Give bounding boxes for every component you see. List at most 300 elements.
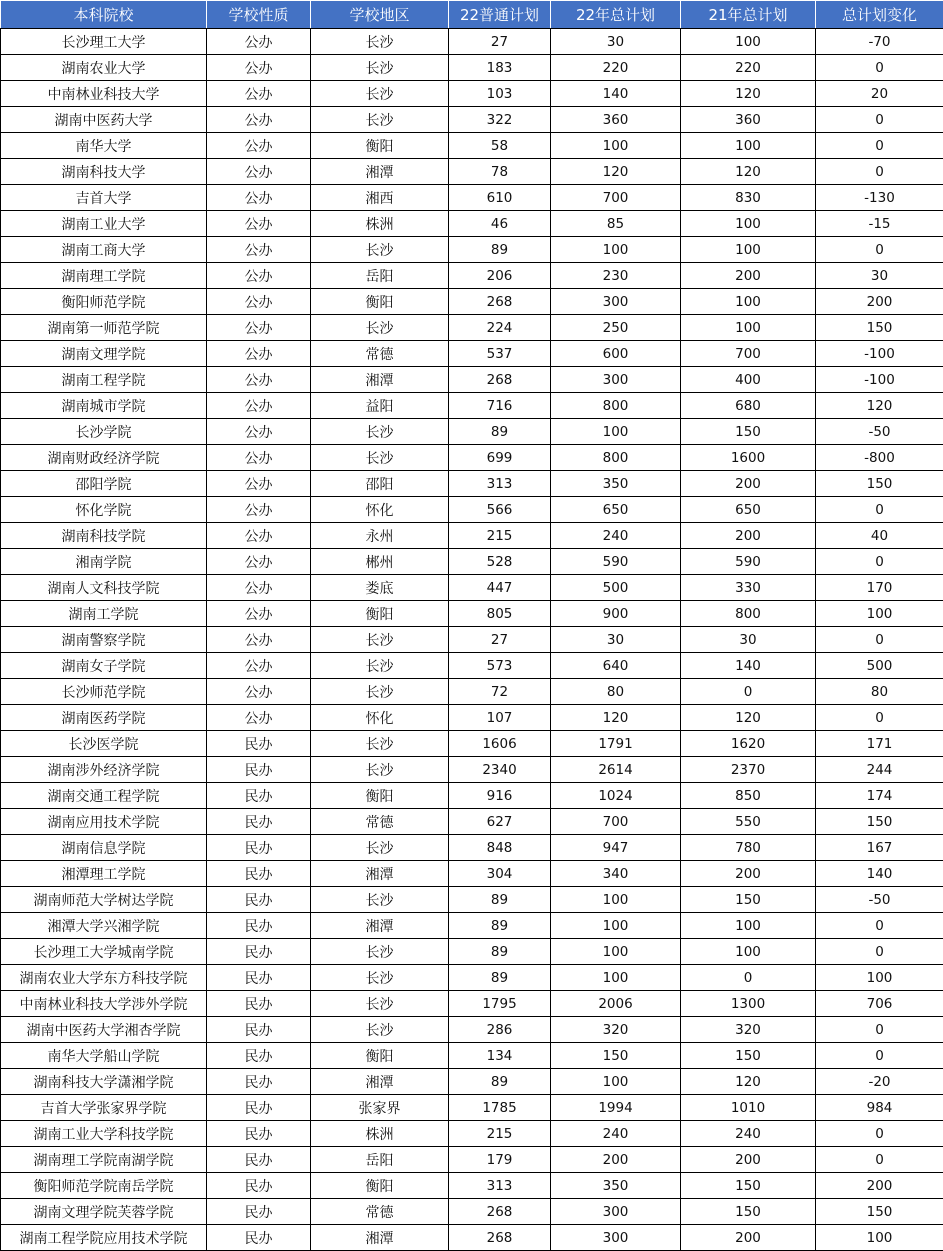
regular-plan-22-cell: 313 — [449, 471, 551, 497]
plan-change-cell: 0 — [816, 939, 943, 965]
table-row — [1, 185, 943, 211]
university-cell: 衡阳师范学院南岳学院 — [1, 1173, 207, 1199]
table-row — [1, 809, 943, 835]
school-type-cell: 公办 — [207, 601, 311, 627]
plan-change-cell: 30 — [816, 263, 943, 289]
total-plan-21-cell: 1300 — [681, 991, 816, 1017]
total-plan-21-cell: 650 — [681, 497, 816, 523]
table-row — [1, 159, 943, 185]
plan-change-cell: 174 — [816, 783, 943, 809]
plan-change-cell: 0 — [816, 1017, 943, 1043]
school-type-cell: 公办 — [207, 29, 311, 55]
school-type-cell: 民办 — [207, 1199, 311, 1225]
region-cell: 长沙 — [311, 627, 449, 653]
plan-change-cell: 100 — [816, 965, 943, 991]
total-plan-22-cell: 700 — [551, 809, 681, 835]
table-row — [1, 731, 943, 757]
plan-change-cell: 0 — [816, 1121, 943, 1147]
university-cell: 湘潭理工学院 — [1, 861, 207, 887]
university-cell: 吉首大学张家界学院 — [1, 1095, 207, 1121]
regular-plan-22-cell: 268 — [449, 1225, 551, 1251]
plan-change-cell: -15 — [816, 211, 943, 237]
total-plan-21-cell: 30 — [681, 627, 816, 653]
regular-plan-22-cell: 89 — [449, 1069, 551, 1095]
total-plan-21-cell: 800 — [681, 601, 816, 627]
school-type-cell: 公办 — [207, 419, 311, 445]
region-cell: 张家界 — [311, 1095, 449, 1121]
plan-change-cell: 100 — [816, 601, 943, 627]
total-plan-21-cell: 400 — [681, 367, 816, 393]
school-type-cell: 公办 — [207, 341, 311, 367]
table-row — [1, 419, 943, 445]
school-type-cell: 民办 — [207, 1225, 311, 1251]
school-type-cell: 公办 — [207, 445, 311, 471]
university-cell: 中南林业科技大学 — [1, 81, 207, 107]
total-plan-21-cell: 850 — [681, 783, 816, 809]
region-cell: 长沙 — [311, 81, 449, 107]
total-plan-22-cell: 100 — [551, 965, 681, 991]
header-22-total-plan: 22年总计划 — [551, 1, 681, 29]
region-cell: 岳阳 — [311, 263, 449, 289]
university-cell: 湖南农业大学东方科技学院 — [1, 965, 207, 991]
regular-plan-22-cell: 89 — [449, 237, 551, 263]
plan-change-cell: 20 — [816, 81, 943, 107]
total-plan-21-cell: 100 — [681, 913, 816, 939]
total-plan-21-cell: 100 — [681, 289, 816, 315]
plan-change-cell: 0 — [816, 497, 943, 523]
region-cell: 湘潭 — [311, 1069, 449, 1095]
university-cell: 湖南工业大学 — [1, 211, 207, 237]
regular-plan-22-cell: 89 — [449, 887, 551, 913]
table-row — [1, 601, 943, 627]
university-cell: 湘南学院 — [1, 549, 207, 575]
regular-plan-22-cell: 537 — [449, 341, 551, 367]
university-cell: 湘潭大学兴湘学院 — [1, 913, 207, 939]
school-type-cell: 公办 — [207, 523, 311, 549]
total-plan-22-cell: 240 — [551, 523, 681, 549]
plan-change-cell: 170 — [816, 575, 943, 601]
total-plan-22-cell: 350 — [551, 471, 681, 497]
plan-change-cell: 0 — [816, 1043, 943, 1069]
university-cell: 湖南文理学院芙蓉学院 — [1, 1199, 207, 1225]
region-cell: 怀化 — [311, 705, 449, 731]
table-row — [1, 367, 943, 393]
total-plan-21-cell: 100 — [681, 237, 816, 263]
university-cell: 湖南工业大学科技学院 — [1, 1121, 207, 1147]
plan-change-cell: 167 — [816, 835, 943, 861]
regular-plan-22-cell: 107 — [449, 705, 551, 731]
total-plan-22-cell: 800 — [551, 393, 681, 419]
university-cell: 湖南文理学院 — [1, 341, 207, 367]
table-row — [1, 705, 943, 731]
school-type-cell: 公办 — [207, 263, 311, 289]
school-type-cell: 民办 — [207, 913, 311, 939]
region-cell: 郴州 — [311, 549, 449, 575]
regular-plan-22-cell: 573 — [449, 653, 551, 679]
total-plan-22-cell: 120 — [551, 159, 681, 185]
total-plan-21-cell: 150 — [681, 1199, 816, 1225]
table-row — [1, 1095, 943, 1121]
total-plan-21-cell: 590 — [681, 549, 816, 575]
total-plan-22-cell: 240 — [551, 1121, 681, 1147]
table-header — [1, 1, 943, 29]
total-plan-21-cell: 150 — [681, 1043, 816, 1069]
total-plan-21-cell: 150 — [681, 1173, 816, 1199]
plan-change-cell: -100 — [816, 341, 943, 367]
total-plan-22-cell: 140 — [551, 81, 681, 107]
region-cell: 衡阳 — [311, 289, 449, 315]
header-row — [1, 1, 943, 29]
university-cell: 邵阳学院 — [1, 471, 207, 497]
school-type-cell: 公办 — [207, 471, 311, 497]
school-type-cell: 公办 — [207, 367, 311, 393]
total-plan-22-cell: 500 — [551, 575, 681, 601]
table-row — [1, 1147, 943, 1173]
university-cell: 长沙医学院 — [1, 731, 207, 757]
region-cell: 长沙 — [311, 835, 449, 861]
school-type-cell: 公办 — [207, 705, 311, 731]
total-plan-22-cell: 150 — [551, 1043, 681, 1069]
plan-change-cell: 40 — [816, 523, 943, 549]
region-cell: 湘潭 — [311, 1225, 449, 1251]
total-plan-21-cell: 550 — [681, 809, 816, 835]
regular-plan-22-cell: 215 — [449, 1121, 551, 1147]
school-type-cell: 民办 — [207, 731, 311, 757]
university-cell: 湖南中医药大学 — [1, 107, 207, 133]
region-cell: 长沙 — [311, 315, 449, 341]
region-cell: 湘潭 — [311, 159, 449, 185]
region-cell: 长沙 — [311, 757, 449, 783]
school-type-cell: 民办 — [207, 783, 311, 809]
table-row — [1, 575, 943, 601]
regular-plan-22-cell: 224 — [449, 315, 551, 341]
regular-plan-22-cell: 268 — [449, 289, 551, 315]
regular-plan-22-cell: 89 — [449, 913, 551, 939]
school-type-cell: 公办 — [207, 81, 311, 107]
total-plan-22-cell: 100 — [551, 887, 681, 913]
plan-change-cell: 140 — [816, 861, 943, 887]
region-cell: 岳阳 — [311, 1147, 449, 1173]
university-cell: 湖南医药学院 — [1, 705, 207, 731]
plan-change-cell: -100 — [816, 367, 943, 393]
total-plan-22-cell: 120 — [551, 705, 681, 731]
university-cell: 南华大学 — [1, 133, 207, 159]
university-cell: 湖南城市学院 — [1, 393, 207, 419]
region-cell: 长沙 — [311, 107, 449, 133]
school-type-cell: 公办 — [207, 679, 311, 705]
school-type-cell: 民办 — [207, 1043, 311, 1069]
table-row — [1, 289, 943, 315]
university-cell: 湖南工程学院应用技术学院 — [1, 1225, 207, 1251]
table-row — [1, 497, 943, 523]
plan-change-cell: -130 — [816, 185, 943, 211]
total-plan-22-cell: 100 — [551, 419, 681, 445]
total-plan-22-cell: 700 — [551, 185, 681, 211]
plan-change-cell: -20 — [816, 1069, 943, 1095]
table-row — [1, 341, 943, 367]
regular-plan-22-cell: 528 — [449, 549, 551, 575]
total-plan-21-cell: 360 — [681, 107, 816, 133]
school-type-cell: 民办 — [207, 887, 311, 913]
table-row — [1, 653, 943, 679]
table-row — [1, 29, 943, 55]
region-cell: 长沙 — [311, 679, 449, 705]
total-plan-22-cell: 100 — [551, 913, 681, 939]
school-type-cell: 民办 — [207, 1069, 311, 1095]
region-cell: 长沙 — [311, 939, 449, 965]
university-cell: 怀化学院 — [1, 497, 207, 523]
table-row — [1, 965, 943, 991]
regular-plan-22-cell: 89 — [449, 939, 551, 965]
table-row — [1, 1199, 943, 1225]
table-row — [1, 315, 943, 341]
region-cell: 长沙 — [311, 55, 449, 81]
school-type-cell: 民办 — [207, 809, 311, 835]
regular-plan-22-cell: 27 — [449, 29, 551, 55]
total-plan-22-cell: 100 — [551, 237, 681, 263]
total-plan-22-cell: 350 — [551, 1173, 681, 1199]
total-plan-21-cell: 200 — [681, 1147, 816, 1173]
total-plan-21-cell: 240 — [681, 1121, 816, 1147]
table-row — [1, 757, 943, 783]
total-plan-21-cell: 200 — [681, 1225, 816, 1251]
university-cell: 湖南中医药大学湘杏学院 — [1, 1017, 207, 1043]
total-plan-21-cell: 0 — [681, 965, 816, 991]
region-cell: 衡阳 — [311, 133, 449, 159]
total-plan-22-cell: 300 — [551, 1225, 681, 1251]
university-cell: 湖南警察学院 — [1, 627, 207, 653]
total-plan-21-cell: 100 — [681, 29, 816, 55]
university-cell: 湖南信息学院 — [1, 835, 207, 861]
regular-plan-22-cell: 627 — [449, 809, 551, 835]
region-cell: 永州 — [311, 523, 449, 549]
school-type-cell: 公办 — [207, 133, 311, 159]
region-cell: 常德 — [311, 341, 449, 367]
plan-change-cell: 150 — [816, 471, 943, 497]
university-cell: 湖南人文科技学院 — [1, 575, 207, 601]
table-row — [1, 1043, 943, 1069]
table-row — [1, 523, 943, 549]
regular-plan-22-cell: 58 — [449, 133, 551, 159]
header-university: 本科院校 — [1, 1, 207, 29]
regular-plan-22-cell: 566 — [449, 497, 551, 523]
total-plan-21-cell: 200 — [681, 471, 816, 497]
regular-plan-22-cell: 286 — [449, 1017, 551, 1043]
region-cell: 益阳 — [311, 393, 449, 419]
plan-change-cell: -800 — [816, 445, 943, 471]
school-type-cell: 民办 — [207, 835, 311, 861]
university-cell: 湖南第一师范学院 — [1, 315, 207, 341]
school-type-cell: 民办 — [207, 1147, 311, 1173]
total-plan-21-cell: 120 — [681, 1069, 816, 1095]
total-plan-21-cell: 330 — [681, 575, 816, 601]
total-plan-22-cell: 1791 — [551, 731, 681, 757]
regular-plan-22-cell: 699 — [449, 445, 551, 471]
university-cell: 湖南科技大学潇湘学院 — [1, 1069, 207, 1095]
table-row — [1, 887, 943, 913]
table-row — [1, 55, 943, 81]
university-cell: 湖南农业大学 — [1, 55, 207, 81]
region-cell: 湘潭 — [311, 861, 449, 887]
regular-plan-22-cell: 447 — [449, 575, 551, 601]
total-plan-21-cell: 200 — [681, 263, 816, 289]
regular-plan-22-cell: 215 — [449, 523, 551, 549]
school-type-cell: 公办 — [207, 55, 311, 81]
total-plan-22-cell: 2006 — [551, 991, 681, 1017]
table-row — [1, 1069, 943, 1095]
regular-plan-22-cell: 610 — [449, 185, 551, 211]
table-row — [1, 81, 943, 107]
total-plan-21-cell: 0 — [681, 679, 816, 705]
school-type-cell: 公办 — [207, 393, 311, 419]
plan-change-cell: 984 — [816, 1095, 943, 1121]
school-type-cell: 公办 — [207, 107, 311, 133]
total-plan-21-cell: 320 — [681, 1017, 816, 1043]
regular-plan-22-cell: 27 — [449, 627, 551, 653]
total-plan-22-cell: 220 — [551, 55, 681, 81]
total-plan-22-cell: 30 — [551, 29, 681, 55]
university-cell: 吉首大学 — [1, 185, 207, 211]
regular-plan-22-cell: 848 — [449, 835, 551, 861]
total-plan-21-cell: 120 — [681, 705, 816, 731]
regular-plan-22-cell: 179 — [449, 1147, 551, 1173]
table-row — [1, 445, 943, 471]
region-cell: 湘潭 — [311, 367, 449, 393]
total-plan-21-cell: 700 — [681, 341, 816, 367]
regular-plan-22-cell: 322 — [449, 107, 551, 133]
plan-change-cell: 120 — [816, 393, 943, 419]
university-cell: 湖南师范大学树达学院 — [1, 887, 207, 913]
region-cell: 长沙 — [311, 731, 449, 757]
total-plan-21-cell: 680 — [681, 393, 816, 419]
regular-plan-22-cell: 2340 — [449, 757, 551, 783]
table-row — [1, 133, 943, 159]
regular-plan-22-cell: 716 — [449, 393, 551, 419]
regular-plan-22-cell: 1785 — [449, 1095, 551, 1121]
regular-plan-22-cell: 134 — [449, 1043, 551, 1069]
university-cell: 湖南科技学院 — [1, 523, 207, 549]
university-cell: 湖南理工学院南湖学院 — [1, 1147, 207, 1173]
header-21-total-plan: 21年总计划 — [681, 1, 816, 29]
regular-plan-22-cell: 78 — [449, 159, 551, 185]
school-type-cell: 公办 — [207, 549, 311, 575]
plan-change-cell: 150 — [816, 809, 943, 835]
plan-change-cell: 0 — [816, 1147, 943, 1173]
plan-change-cell: 0 — [816, 133, 943, 159]
total-plan-21-cell: 780 — [681, 835, 816, 861]
region-cell: 长沙 — [311, 237, 449, 263]
table-body — [1, 29, 943, 1251]
total-plan-22-cell: 2614 — [551, 757, 681, 783]
total-plan-22-cell: 360 — [551, 107, 681, 133]
university-cell: 湖南财政经济学院 — [1, 445, 207, 471]
region-cell: 长沙 — [311, 991, 449, 1017]
region-cell: 株洲 — [311, 1121, 449, 1147]
university-cell: 长沙理工大学城南学院 — [1, 939, 207, 965]
region-cell: 衡阳 — [311, 601, 449, 627]
plan-change-cell: 244 — [816, 757, 943, 783]
school-type-cell: 公办 — [207, 237, 311, 263]
plan-change-cell: 171 — [816, 731, 943, 757]
school-type-cell: 民办 — [207, 1017, 311, 1043]
table-row — [1, 679, 943, 705]
total-plan-22-cell: 230 — [551, 263, 681, 289]
total-plan-22-cell: 300 — [551, 367, 681, 393]
total-plan-21-cell: 100 — [681, 939, 816, 965]
table-row — [1, 211, 943, 237]
university-cell: 湖南理工学院 — [1, 263, 207, 289]
total-plan-22-cell: 340 — [551, 861, 681, 887]
table-row — [1, 627, 943, 653]
plan-change-cell: 0 — [816, 159, 943, 185]
table-row — [1, 237, 943, 263]
school-type-cell: 民办 — [207, 991, 311, 1017]
region-cell: 怀化 — [311, 497, 449, 523]
plan-change-cell: 100 — [816, 1225, 943, 1251]
university-cell: 湖南工程学院 — [1, 367, 207, 393]
table-row — [1, 835, 943, 861]
regular-plan-22-cell: 268 — [449, 1199, 551, 1225]
total-plan-22-cell: 300 — [551, 1199, 681, 1225]
region-cell: 常德 — [311, 1199, 449, 1225]
regular-plan-22-cell: 89 — [449, 965, 551, 991]
total-plan-22-cell: 80 — [551, 679, 681, 705]
region-cell: 娄底 — [311, 575, 449, 601]
table-row — [1, 939, 943, 965]
total-plan-22-cell: 600 — [551, 341, 681, 367]
plan-change-cell: 150 — [816, 315, 943, 341]
university-cell: 湖南应用技术学院 — [1, 809, 207, 835]
university-cell: 湖南涉外经济学院 — [1, 757, 207, 783]
header-total-plan-change: 总计划变化 — [816, 1, 943, 29]
school-type-cell: 民办 — [207, 861, 311, 887]
header-22-regular-plan: 22普通计划 — [449, 1, 551, 29]
university-cell: 湖南工学院 — [1, 601, 207, 627]
total-plan-22-cell: 947 — [551, 835, 681, 861]
total-plan-22-cell: 320 — [551, 1017, 681, 1043]
university-cell: 湖南女子学院 — [1, 653, 207, 679]
school-type-cell: 公办 — [207, 211, 311, 237]
regular-plan-22-cell: 46 — [449, 211, 551, 237]
total-plan-21-cell: 150 — [681, 887, 816, 913]
school-type-cell: 公办 — [207, 497, 311, 523]
school-type-cell: 民办 — [207, 965, 311, 991]
total-plan-21-cell: 1620 — [681, 731, 816, 757]
plan-change-cell: 0 — [816, 55, 943, 81]
total-plan-21-cell: 220 — [681, 55, 816, 81]
region-cell: 衡阳 — [311, 783, 449, 809]
regular-plan-22-cell: 268 — [449, 367, 551, 393]
region-cell: 湘潭 — [311, 913, 449, 939]
table-row — [1, 1225, 943, 1251]
total-plan-22-cell: 300 — [551, 289, 681, 315]
region-cell: 长沙 — [311, 419, 449, 445]
school-type-cell: 民办 — [207, 1173, 311, 1199]
plan-change-cell: 0 — [816, 237, 943, 263]
university-cell: 衡阳师范学院 — [1, 289, 207, 315]
total-plan-22-cell: 85 — [551, 211, 681, 237]
regular-plan-22-cell: 103 — [449, 81, 551, 107]
total-plan-22-cell: 900 — [551, 601, 681, 627]
plan-change-cell: 0 — [816, 705, 943, 731]
plan-change-cell: 150 — [816, 1199, 943, 1225]
table-row — [1, 861, 943, 887]
region-cell: 长沙 — [311, 445, 449, 471]
table-row — [1, 1017, 943, 1043]
plan-change-cell: -70 — [816, 29, 943, 55]
school-type-cell: 公办 — [207, 575, 311, 601]
regular-plan-22-cell: 89 — [449, 419, 551, 445]
